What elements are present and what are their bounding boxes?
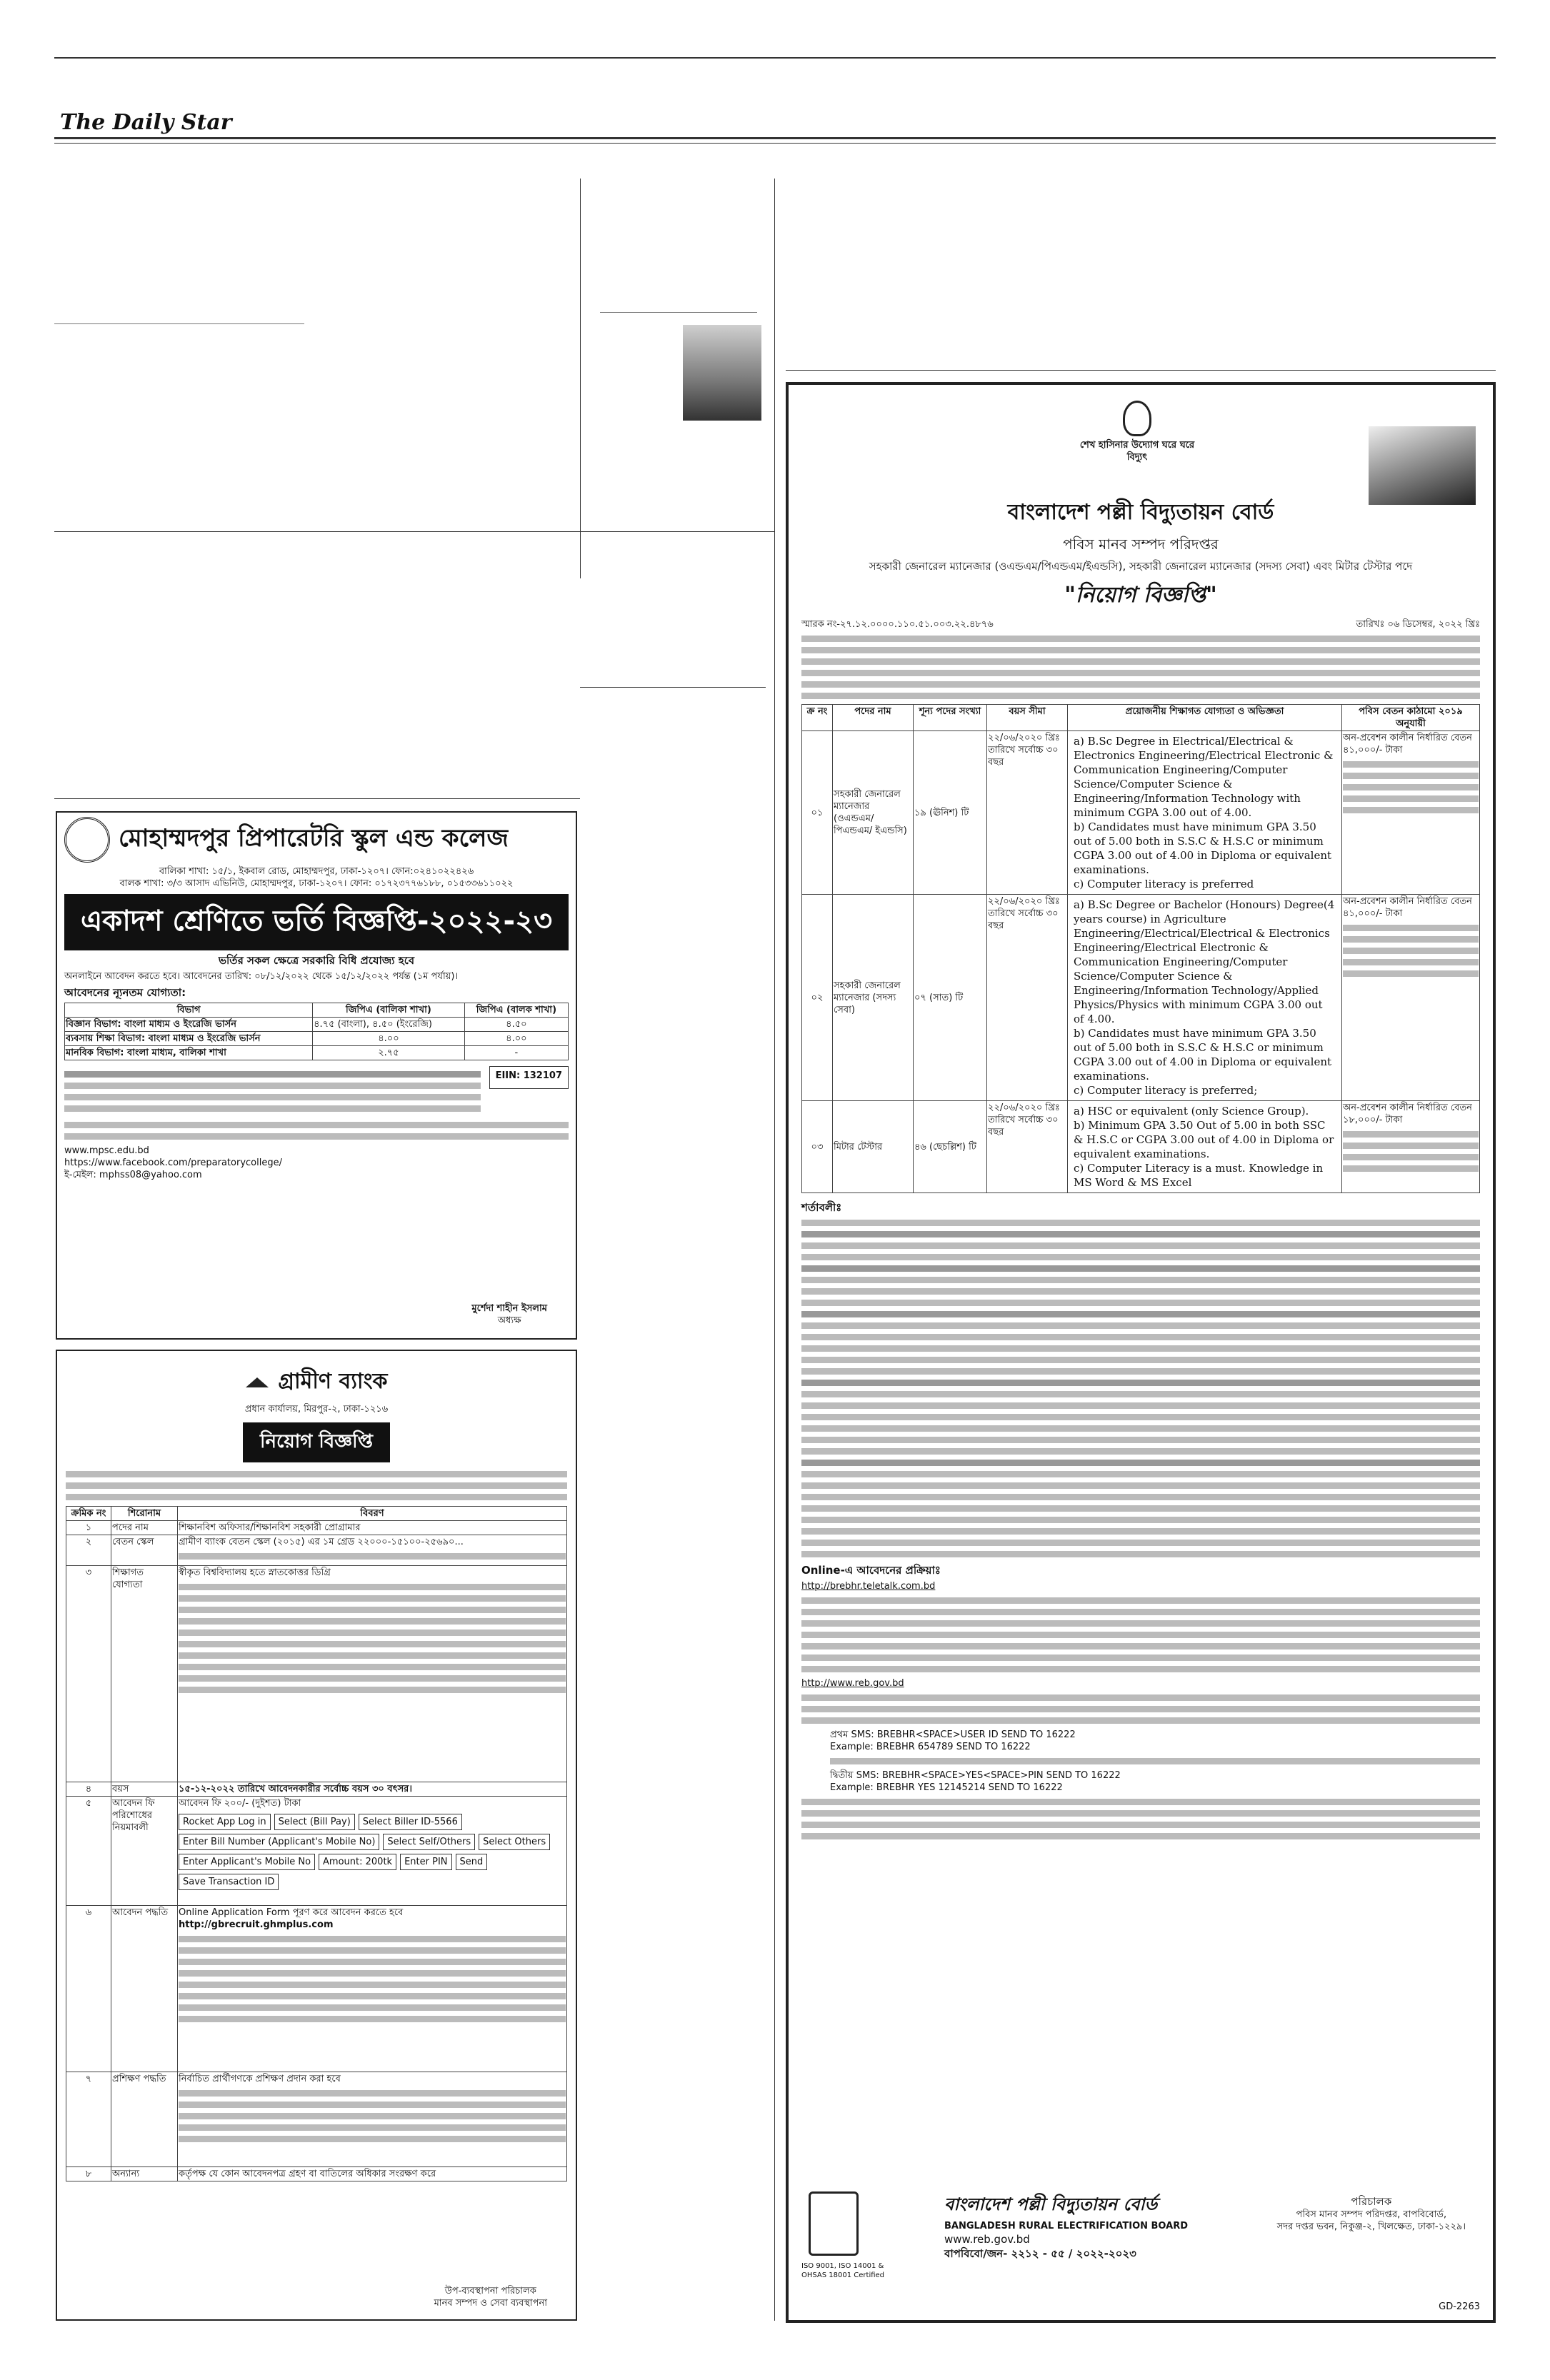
qual-item: b) Candidates must have minimum GPA 3.50 out of 5.00 both in S.S.C & H.S.C or minimum CGPA 3.00 out of 4.00 in Diploma or equivalent examinations. (1074, 1027, 1332, 1083)
qual-item: c) Computer literacy is preferred (1074, 878, 1254, 890)
author-photo (683, 325, 761, 421)
grameen-address: প্রধান কার্যালয়, মিরপুর-২, ঢাকা-১২১৬ (244, 1404, 389, 1415)
flow-box: Select Self/Others (383, 1834, 475, 1850)
breb-th-post: পদের নাম (833, 705, 914, 731)
breb-title: বাংলাদেশ পল্লী বিদ্যুতায়ন বোর্ড (1007, 500, 1274, 525)
grameen-flow-cell (178, 1797, 567, 1906)
school-address-girls: বালিকা শাখা: ১৫/১, ইকবাল রোড, মোহাম্মদপুর, ঢাকা-১২০৭। ফোন:০২৪১০২২৪২৬ (159, 866, 474, 877)
breb-th-pay: পবিস বেতন কাঠামো ২০১৯ অনুযায়ী (1342, 705, 1480, 731)
breb-cell-count: ১৯ (ঊনিশ) টি (914, 731, 987, 895)
grameen-th-title: শিরোনাম (111, 1507, 178, 1521)
school-cell: মানবিক বিভাগ: বাংলা মাধ্যম, বালিকা শাখা (65, 1046, 313, 1060)
breb-th-count: শূন্য পদের সংখ্যা (914, 705, 987, 731)
table-row (66, 1906, 567, 2072)
breb-date: তারিখঃ ০৬ ডিসেম্বর, ২০২২ খ্রিঃ (1356, 619, 1480, 630)
masthead-rule (54, 137, 1496, 139)
breb-cell-qual (1068, 1101, 1342, 1193)
school-intro: অনলাইনে আবেদন করতে হবে। আবেদনের তারিখ: ০৮/১২/২০২২ থেকে ১৫/১২/২০২২ পর্যন্ত (১ম পর্যায়)। (64, 971, 459, 982)
pay-text: অন-প্রবেশন কালীন নির্ধারিত বেতন ৪১,০০০/- টাকা (1343, 733, 1472, 755)
flow-box: Select Biller ID-5566 (359, 1814, 462, 1830)
grameen-cell: ৬ (66, 1906, 111, 2072)
masthead-rule-thin (54, 143, 1496, 144)
breb-cell-post: মিটার টেস্টার (833, 1101, 914, 1193)
school-cell: ২.৭৫ (313, 1046, 465, 1060)
pay-text: অন-প্রবেশন কালীন নির্ধারিত বেতন ১৮,০০০/- টাকা (1343, 1103, 1472, 1125)
school-table (64, 1003, 569, 1060)
school-cell: ৪.০০ (464, 1032, 568, 1046)
school-title: মোহাম্মদপুর প্রিপারেটরি স্কুল এন্ড কলেজ (119, 823, 509, 853)
table-row (802, 731, 1480, 895)
grameen-cell: ৫ (66, 1797, 111, 1906)
grameen-cell: অন্যান্য (111, 2167, 178, 2181)
breb-cell-no: ০১ (802, 731, 833, 895)
flow-box: Enter Applicant's Mobile No (179, 1854, 315, 1870)
flow-box: Enter PIN (400, 1854, 451, 1870)
school-email[interactable]: ই-মেইল: mphss08@yahoo.com (64, 1170, 202, 1180)
flow-box: Rocket App Log in (179, 1814, 271, 1830)
column-divider-mid (774, 179, 775, 2321)
table-row (66, 2072, 567, 2167)
grameen-cell: কর্তৃপক্ষ যে কোন আবেদনপত্র গ্রহণ বা বাতিলের অধিকার সংরক্ষণ করে (178, 2167, 567, 2181)
pay-text: অন-প্রবেশন কালীন নির্ধারিত বেতন ৪১,০০০/- টাকা (1343, 896, 1472, 919)
grameen-th-desc: বিবরণ (178, 1507, 567, 1521)
grameen-cell: ২ (66, 1535, 111, 1566)
school-website[interactable]: www.mpsc.edu.bd (64, 1145, 149, 1156)
grameen-cell: ৮ (66, 2167, 111, 2181)
grameen-cell: প্রশিক্ষণ পদ্ধতি (111, 2072, 178, 2167)
breb-cell-qual (1068, 731, 1342, 895)
school-banner: একাদশ শ্রেণিতে ভর্তি বিজ্ঞপ্তি-২০২২-২৩ (64, 894, 569, 950)
school-logo (64, 817, 110, 863)
school-subtitle: ভর্তির সকল ক্ষেত্রে সরকারি বিধি প্রযোজ্য হবে (218, 954, 415, 967)
school-address-boys: বালক শাখা: ৩/৩ আসাদ এভিনিউ, মোহাম্মদপুর, ঢাকা-১২০৭। ফোন: ০১৭২৩৭৭৬১৮৮, ০১৫৩৩৬১১০২২ (119, 878, 514, 889)
grameen-cell: ৭ (66, 2072, 111, 2167)
table-row (66, 1797, 567, 1906)
grameen-cell-wrap (178, 1906, 567, 2072)
breb-url-teletalk[interactable]: http://brebhr.teletalk.com.bd (801, 1581, 936, 1592)
school-cell: - (464, 1046, 568, 1060)
bulb-icon (1123, 401, 1151, 436)
school-cell: ৪.০০ (313, 1032, 465, 1046)
table-row (66, 2167, 567, 2181)
school-cell: বিজ্ঞান বিভাগ: বাংলা মাধ্যম ও ইংরেজি ভার্সন (65, 1018, 313, 1032)
grameen-cell: আবেদন ফি পরিশোধের নিয়মাবলী (111, 1797, 178, 1906)
top-rule (54, 57, 1496, 59)
table-row (802, 1101, 1480, 1193)
breb-iso: ISO 9001, ISO 14001 & OHSAS 18001 Certified (801, 2262, 885, 2279)
flow-box: Send (456, 1854, 488, 1870)
breb-cell-pay (1342, 731, 1480, 895)
breb-gd-number: GD-2263 (1439, 2301, 1480, 2312)
grameen-url[interactable]: http://gbrecruit.ghmplus.com (179, 1919, 334, 1930)
table-row (65, 1046, 569, 1060)
breb-online-heading: Online-এ আবেদনের প্রক্রিয়াঃ (801, 1564, 941, 1577)
breb-url-reb[interactable]: http://www.reb.gov.bd (801, 1678, 904, 1689)
breb-cell-no: ০৩ (802, 1101, 833, 1193)
breb-th-no: ক্র নং (802, 705, 833, 731)
section-rule-5 (54, 798, 580, 799)
breb-cell-post: সহকারী জেনারেল ম্যানেজার (ওএন্ডএম/ পিএন্ডএম/ ইএন্ডসি) (833, 731, 914, 895)
grameen-cell-wrap (178, 1535, 567, 1566)
table-row (66, 1535, 567, 1566)
grameen-cell: শিক্ষাগত যোগ্যতা (111, 1566, 178, 1782)
section-rule-2 (580, 531, 774, 532)
breb-signer-title: পরিচালক (1351, 2195, 1392, 2208)
breb-sms-3: দ্বিতীয় SMS: BREBHR<SPACE>YES<SPACE>PIN SEND TO 16222 (830, 1770, 1121, 1781)
qual-item: c) Computer literacy is preferred; (1074, 1084, 1258, 1097)
breb-cell-no: ০২ (802, 895, 833, 1101)
dotted-rule-1 (54, 323, 304, 324)
breb-conditions-heading: শর্তাবলীঃ (801, 1201, 842, 1214)
breb-sms-4: Example: BREBHR YES 12145214 SEND TO 16222 (830, 1782, 1063, 1793)
pm-portrait (1369, 426, 1476, 505)
grameen-title: গ্রামীণ ব্যাংক (278, 1369, 388, 1394)
breb-cell-pay (1342, 895, 1480, 1101)
flow-box: Select (Bill Pay) (274, 1814, 355, 1830)
school-th-girls: জিপিএ (বালিকা শাখা) (313, 1003, 465, 1018)
grameen-cell: গ্রামীণ ব্যাংক বেতন স্কেল (২০১৫) এর ১ম গ্রেড ২২০০০-১৫১০০-২৫৬৯০... (179, 1537, 464, 1547)
dotted-rule-2 (600, 312, 757, 313)
breb-cell-age: ২২/০৬/২০২০ খ্রিঃ তারিখে সর্বোচ্চ ৩০ বছর (987, 1101, 1068, 1193)
breb-th-age: বয়স সীমা (987, 705, 1068, 731)
school-signer-name: মুর্শেদা শাহীন ইসলাম (471, 1303, 547, 1314)
breb-posts-line: সহকারী জেনারেল ম্যানেজার (ওএন্ডএম/পিএন্ডএম/ইএন্ডসি), সহকারী জেনারেল ম্যানেজার (সদস্য সেবা) এবং মিটার টেস্টার পদে (869, 560, 1413, 573)
table-row (65, 1032, 569, 1046)
table-row (66, 1521, 567, 1535)
breb-logo-text: শেখ হাসিনার উদ্যোগ ঘরে ঘরে বিদ্যুৎ (1079, 440, 1195, 463)
qual-item: b) Minimum GPA 3.50 Out of 5.00 in both SSC & H.S.C or CGPA 3.00 out of 4.00 in Diploma or equivalent examinations. (1074, 1119, 1334, 1160)
masthead: The Daily Star (60, 110, 232, 135)
column-divider-left (580, 179, 581, 578)
breb-subtitle: পবিস মানব সম্পদ পরিদপ্তর (1063, 536, 1219, 553)
breb-table (801, 704, 1480, 1193)
qual-item: c) Computer Literacy is a must. Knowledge in MS Word & MS Excel (1074, 1162, 1324, 1189)
qual-item: a) B.Sc Degree in Electrical/Electrical & Electronics Engineering/Electrical Electronic & Communication Engineering/Computer Science/Computer Science & Engineering/Information Technology with minimum CGPA 3.00 out of 4.00. (1074, 735, 1334, 819)
grameen-cell: আবেদন ফি ২০০/- (দুইশত) টাকা (179, 1798, 301, 1809)
breb-signer-dept: পবিস মানব সম্পদ পরিদপ্তর, বাপবিবোর্ড, (1296, 2209, 1447, 2220)
breb-cell-pay (1342, 1101, 1480, 1193)
flow-box: Enter Bill Number (Applicant's Mobile No) (179, 1834, 379, 1850)
section-rule-4 (580, 687, 766, 688)
grameen-cell: স্বীকৃত বিশ্ববিদ্যালয় হতে স্নাতকোত্তর ডিগ্রি (179, 1567, 331, 1578)
grameen-cell: নির্বাচিত প্রার্থীগণকে প্রশিক্ষণ প্রদান করা হবে (179, 2074, 341, 2084)
breb-cell-count: ৪৬ (ছেচল্লিশ) টি (914, 1101, 987, 1193)
breb-sms-1: প্রথম SMS: BREBHR<SPACE>USER ID SEND TO 16222 (830, 1729, 1076, 1740)
breb-sms-2: Example: BREBHR 654789 SEND TO 16222 (830, 1742, 1031, 1752)
breb-footer-web[interactable]: www.reb.gov.bd (944, 2233, 1030, 2246)
house-icon (246, 1377, 269, 1387)
grameen-cell: বয়স (111, 1782, 178, 1797)
breb-footer-org-bn: বাংলাদেশ পল্লী বিদ্যুতায়ন বোর্ড (944, 2194, 1158, 2214)
section-rule-3 (786, 370, 1496, 371)
grameen-th-no: ক্রমিক নং (66, 1507, 111, 1521)
grameen-banner: নিয়োগ বিজ্ঞপ্তি (243, 1422, 390, 1462)
breb-conditions (801, 1220, 1480, 1557)
breb-footer-number: বাপবিবো/জন- ২২১২ - ৫৫ / ২০২২-২০২৩ (944, 2247, 1136, 2260)
flow-box: Amount: 200tk (319, 1854, 396, 1870)
grameen-cell-wrap (178, 1566, 567, 1782)
grameen-cell: ৪ (66, 1782, 111, 1797)
breb-banner: "নিয়োগ বিজ্ঞপ্তি" (1064, 583, 1217, 608)
school-cell: ৪.৭৫ (বাংলা), ৪.৫০ (ইংরেজি) (313, 1018, 465, 1032)
table-row (66, 1782, 567, 1797)
breb-notice (786, 382, 1496, 2323)
grameen-signer-title: উপ-ব্যবস্থাপনা পরিচালক (444, 2286, 536, 2296)
school-th-dept: বিভাগ (65, 1003, 313, 1018)
table-row (65, 1018, 569, 1032)
grameen-cell: বেতন স্কেল (111, 1535, 178, 1566)
grameen-cell: শিক্ষানবিশ অফিসার/শিক্ষানবিশ সহকারী প্রোগ্রামার (178, 1521, 567, 1535)
grameen-cell: পদের নাম (111, 1521, 178, 1535)
breb-memo: স্মারক নং-২৭.১২.০০০০.১১০.৫১.০০৩.২২.৪৮৭৬ (801, 619, 994, 630)
breb-signer-addr: সদর দপ্তর ভবন, নিকুঞ্জ-২, খিলক্ষেত, ঢাকা-১২২৯। (1276, 2221, 1466, 2232)
school-notice (56, 811, 577, 1340)
school-cell: ব্যবসায় শিক্ষা বিভাগ: বাংলা মাধ্যম ও ইংরেজি ভার্সন (65, 1032, 313, 1046)
section-rule-1 (54, 531, 580, 532)
school-th-boys: জিপিএ (বালক শাখা) (464, 1003, 568, 1018)
school-facebook[interactable]: https://www.facebook.com/preparatorycollege/ (64, 1158, 282, 1168)
grameen-signer-dept: মানব সম্পদ ও সেবা ব্যবস্থাপনা (434, 2298, 547, 2309)
grameen-table (66, 1506, 567, 2181)
breb-logo (809, 2191, 859, 2256)
grameen-cell: ১৫-১২-২০২২ তারিখে আবেদনকারীর সর্বোচ্চ বয়স ৩০ বৎসর। (178, 1782, 567, 1797)
grameen-cell: আবেদন পদ্ধতি (111, 1906, 178, 2072)
qual-item: a) B.Sc Degree or Bachelor (Honours) Degree(4 years course) in Agriculture Engineering/Electrical/Electrical & Electronics Engineering/Electrical Electronic & Communication Engineering/Computer Science/Computer Science & Engineering/Information Technology/Applied Physics/Physics with minimum CGPA 3.00 out of 4.00. (1074, 898, 1335, 1025)
breb-footer-org-en: BANGLADESH RURAL ELECTRIFICATION BOARD (944, 2221, 1188, 2231)
flow-box: Save Transaction ID (179, 1874, 279, 1890)
breb-cell-post: সহকারী জেনারেল ম্যানেজার (সদস্য সেবা) (833, 895, 914, 1101)
qual-item: a) HSC or equivalent (only Science Group). (1074, 1105, 1309, 1118)
breb-cell-age: ২২/০৬/২০২০ খ্রিঃ তারিখে সর্বোচ্চ ৩০ বছর (987, 895, 1068, 1101)
breb-cell-age: ২২/০৬/২০২০ খ্রিঃ তারিখে সর্বোচ্চ ৩০ বছর (987, 731, 1068, 895)
grameen-cell: ১ (66, 1521, 111, 1535)
breb-th-qual: প্রয়োজনীয় শিক্ষাগত যোগ্যতা ও অভিজ্ঞতা (1068, 705, 1342, 731)
school-eiin: EIIN: 132107 (489, 1066, 569, 1089)
school-req-heading: আবেদনের ন্যূনতম যোগ্যতা: (64, 986, 186, 999)
grameen-cell-wrap (178, 2072, 567, 2167)
table-row (802, 895, 1480, 1101)
grameen-cell: ৩ (66, 1566, 111, 1782)
breb-cell-count: ০৭ (সাত) টি (914, 895, 987, 1101)
table-row (66, 1566, 567, 1782)
grameen-cell: Online Application Form পূরণ করে আবেদন করতে হবে (179, 1907, 404, 1918)
flow-box: Select Others (479, 1834, 550, 1850)
school-signer-title: অধ্যক্ষ (497, 1315, 521, 1326)
breb-cell-qual (1068, 895, 1342, 1101)
grameen-notice (56, 1350, 577, 2321)
qual-item: b) Candidates must have minimum GPA 3.50 out of 5.00 both in S.S.C & H.S.C or minimum CGPA 3.00 out of 4.00 in Diploma or equivalent examinations. (1074, 820, 1332, 876)
school-cell: ৪.৫০ (464, 1018, 568, 1032)
